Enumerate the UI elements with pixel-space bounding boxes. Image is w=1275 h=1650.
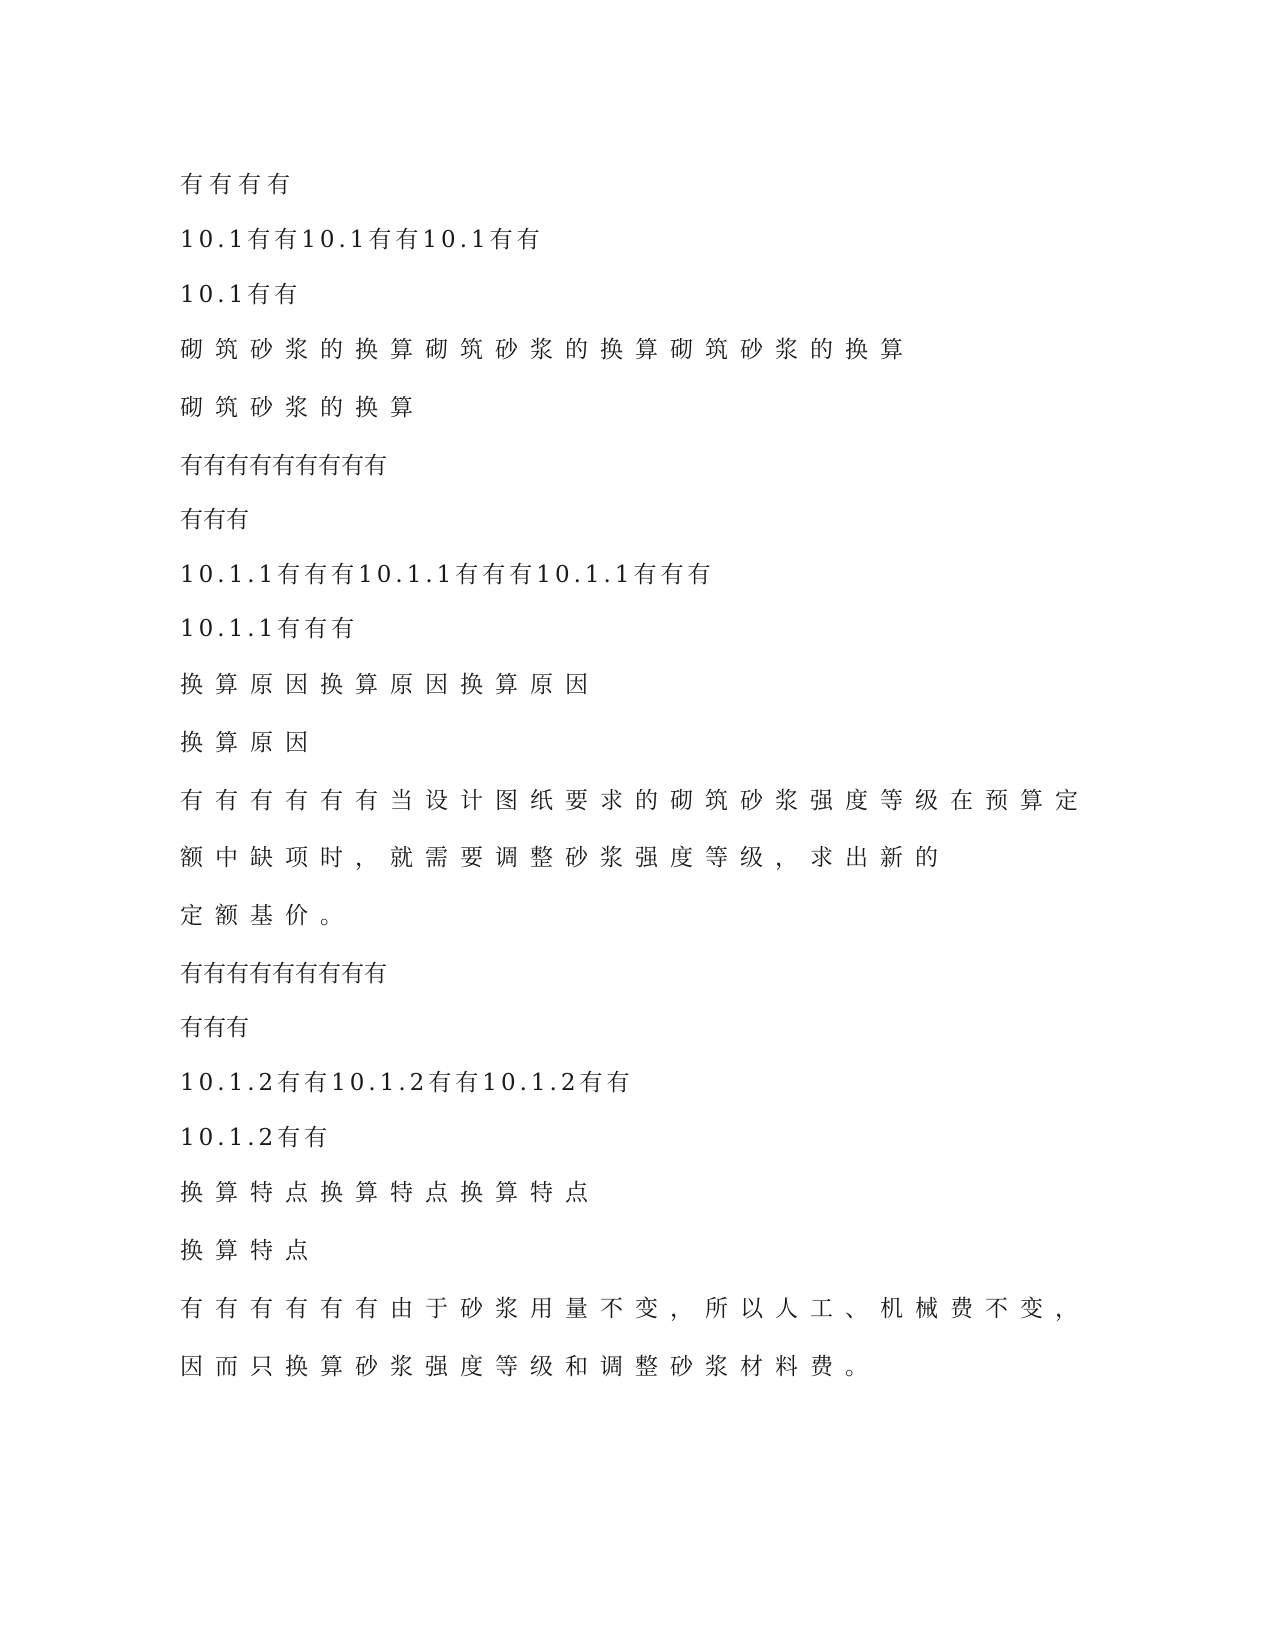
subsection-title: 换算原因 [180, 730, 320, 756]
subsection-title: 换算特点 [180, 1238, 320, 1264]
subsection-heading: 10.1.2有有 [180, 1125, 332, 1151]
text-line: 有有有有有有有有有 [180, 453, 387, 479]
subsection-title-repeated: 换算原因换算原因换算原因 [180, 672, 600, 698]
subsection-heading: 10.1.1有有有 [180, 616, 359, 642]
subsection-title-repeated: 换算特点换算特点换算特点 [180, 1180, 600, 1206]
paragraph-line: 有有有有有有由于砂浆用量不变，所以人工、机械费不变， [180, 1296, 1090, 1322]
text-line: 有有有有有有有有有 [180, 961, 387, 987]
paragraph-line: 额中缺项时，就需要调整砂浆强度等级，求出新的 [180, 845, 950, 871]
section-title-repeated: 砌筑砂浆的换算砌筑砂浆的换算砌筑砂浆的换算 [180, 337, 915, 363]
subsection-heading-repeated: 10.1.2有有10.1.2有有10.1.2有有 [180, 1070, 634, 1096]
subsection-heading-repeated: 10.1.1有有有10.1.1有有有10.1.1有有有 [180, 562, 715, 588]
section-title: 砌筑砂浆的换算 [180, 395, 425, 421]
text-line: 有有有有 [180, 172, 296, 198]
paragraph-line: 因而只换算砂浆强度等级和调整砂浆材料费。 [180, 1354, 880, 1380]
paragraph-line: 定额基价。 [180, 903, 355, 929]
text-line: 有有有 [180, 507, 249, 533]
section-heading-repeated: 10.1有有10.1有有10.1有有 [180, 227, 544, 253]
paragraph-line: 有有有有有有当设计图纸要求的砌筑砂浆强度等级在预算定 [180, 788, 1090, 814]
section-heading: 10.1有有 [180, 282, 302, 308]
text-line: 有有有 [180, 1015, 249, 1041]
